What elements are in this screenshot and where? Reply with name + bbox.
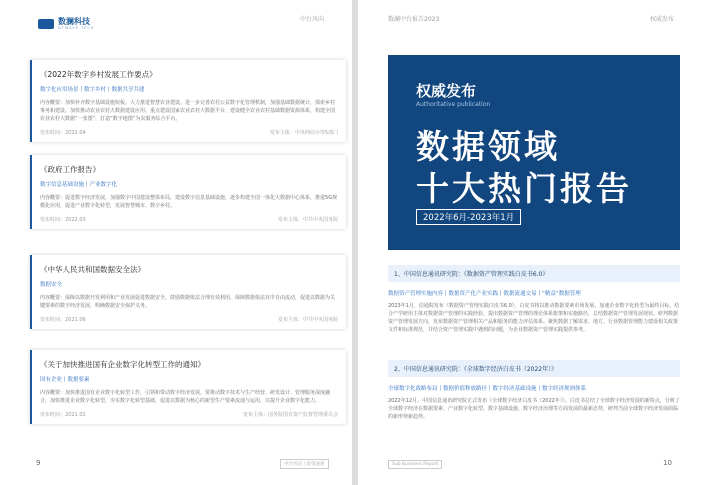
page-header-right: 中台风向 <box>300 16 325 23</box>
report-heading: 1、中国信息通讯研究院：《数据资产管理实践白皮书6.0》 <box>388 265 680 282</box>
left-page <box>0 0 352 485</box>
hero-date-range: 2022年6月-2023年1月 <box>416 209 521 225</box>
logo-icon <box>38 19 54 29</box>
right-page <box>358 0 710 485</box>
page-header-left: 数澜中台报告2023 <box>388 16 440 23</box>
policy-title: 《关于加快推进国有企业数字化转型工作的通知》 <box>40 360 205 369</box>
report-summary: 2022年12月，中国信息通讯研究院正式发布《全球数字经济白皮书（2022年）》。白皮书总结了全球数字经济发展的新特点，分析了全球数字经济在数据要素、产业数字化转型、数字基础设施、数字经济治理等方面发展的最新态势，研判当前全球数字经济发展面临的新形势新趋势。 <box>388 398 680 420</box>
page-number: 10 <box>663 459 672 467</box>
policy-date: 发布时间：2021.02 <box>40 412 86 418</box>
policy-tags: 数字信息基础设施丨产业数字化 <box>40 182 118 188</box>
policy-summary: 内容概要：加快推进国有企业数字化转型工作，引领和带动数字经济发展。要推动数字技术与生产经营、研发设计、管理服务深度融合，加快推进企业数字化转型，夯实数字化转型基础，促进以数据为核心的新型生产要素流通与运用，以提升企业数字化能力。 <box>40 390 331 404</box>
logo-subtitle: DTWAVE TECH <box>58 26 95 30</box>
policy-issuer: 发布主体：中共中央国务院 <box>277 217 338 223</box>
policy-issuer: 发布主体：国务院国有资产监督管理委员会 <box>242 412 338 418</box>
policy-title: 《中华人民共和国数据安全法》 <box>40 265 145 274</box>
policy-tags: 国有企业丨数据要素 <box>40 377 90 383</box>
policy-card <box>30 350 346 424</box>
report-tags: 数据资产管理实施内容丨数据资产化产业实践丨数据流通交易丨“精益”数据管理 <box>388 291 581 297</box>
policy-title: 《2022年数字乡村发展工作要点》 <box>40 70 157 79</box>
policy-date: 发布时间：2022.04 <box>40 130 86 136</box>
policy-date: 发布时间：2022.03 <box>40 217 86 223</box>
policy-tags: 数字化应用场景丨数字乡村丨数据共享共建 <box>40 87 145 93</box>
policy-issuer: 发布主体：中央网信办等5部门 <box>269 130 338 136</box>
policy-summary: 内容概要：加快补齐数字基础设施短板。大力推进智慧农业建设。进一步完善农村公益数字化管理机制，加强基础数据统计，探索乡村事务和建设、加快推动农业农村大数据建设应用。重点建设国家农业农村大数据平台，建设健全农业农村基础数据资源体系，构建全国农业农村大数据“一张图”，打造“数字地图”为农服务综合平台。 <box>40 100 336 122</box>
policy-summary: 内容概要：保障以数据开发利用和产业发展促进数据安全，鼓励数据依法合理有效利用，保障数据依法有序自由流动，促进以数据为关键要素的数字经济发展，明确数据安全保护义务。 <box>40 295 336 309</box>
hero-kicker-en: Authoritative publication <box>416 101 491 108</box>
policy-issuer: 发布主体：中共中央国务院 <box>277 317 338 323</box>
report-heading: 2、中国信息通讯研究院：《全球数字经济白皮书（2022年）》 <box>388 360 680 377</box>
policy-card <box>30 255 346 329</box>
hero-title-line1: 数据领域 <box>416 127 560 166</box>
report-section <box>388 265 680 334</box>
footer-tag: 中台风向丨政策速递 <box>280 459 329 469</box>
policy-title: 《政府工作报告》 <box>40 165 100 174</box>
report-section <box>388 360 680 421</box>
report-hero-banner <box>388 55 680 250</box>
page-header-right: 权威发布 <box>650 16 675 23</box>
report-tags: 全球数字化战略布局丨数据价值释放路径丨数字经济基础设施丨数字经济规则体系 <box>388 386 587 392</box>
policy-summary: 内容概要：促进数字经济发展，加强数字中国建设整体布局，建设数字信息基础设施，逐步构建全国一体化大数据中心体系，推进5G规模化应用，促进产业数字化转型，发展智慧城市、数字乡村。 <box>40 195 338 209</box>
policy-tags: 数据安全 <box>40 282 63 288</box>
policy-card <box>30 155 346 229</box>
page-number: 9 <box>36 459 41 467</box>
report-summary: 2023年1月，信通院发布《数据资产管理实践白皮书6.0》，白皮书将以推动数据要素市场发展、加速企业数字化转型为最终目标，结合产学研用主体对数据资产管理的实践经验，提出数据资产管理的理论体系框架和实施路径，总结数据资产管理发展现状、研判数据资产管理发展方向，发布数据资产管理相关产品和服务的能力评估体系。聚焦数据了解需求、地方、行业数据管理能力建设相关政策文件和标准规范，并结合资产管理实践中遇到的问题，为企业数据资产管理实践提供参考。 <box>388 303 680 333</box>
policy-card <box>30 60 346 142</box>
policy-date: 发布时间：2021.06 <box>40 317 86 323</box>
brand-logo <box>38 18 94 30</box>
footer-tag: Sub Business Report <box>388 460 442 469</box>
hero-kicker: 权威发布 <box>416 82 477 100</box>
hero-title-line2: 十大热门报告 <box>416 169 632 208</box>
logo-name: 数澜科技 <box>58 17 90 26</box>
